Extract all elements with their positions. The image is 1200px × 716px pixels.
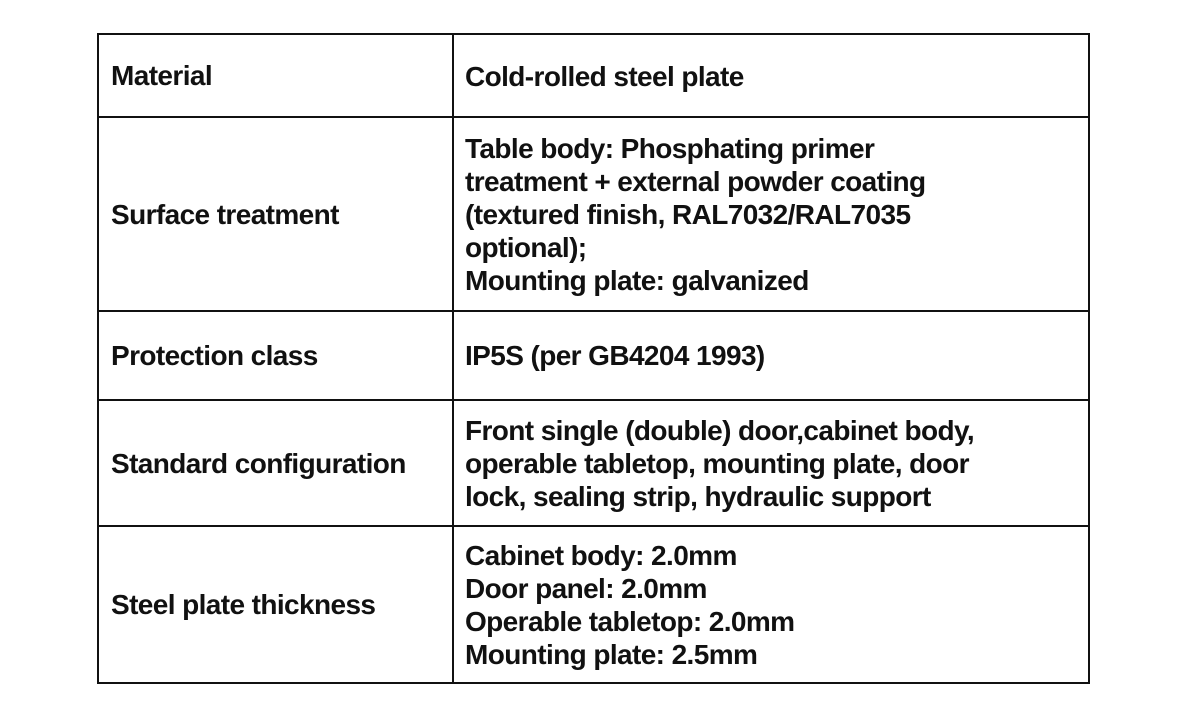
value-line: (textured finish, RAL7032/RAL7035: [465, 198, 911, 230]
value-line: Front single (double) door,cabinet body,: [465, 414, 975, 446]
row-label-protection-class: Protection class: [98, 311, 453, 400]
table-row-surface-treatment: [98, 117, 1089, 311]
value-line: Operable tabletop: 2.0mm: [465, 605, 795, 637]
row-label-steel-plate-thickness: Steel plate thickness: [98, 526, 453, 683]
value-line: lock, sealing strip, hydraulic support: [465, 480, 931, 512]
value-line: Table body: Phosphating primer: [465, 132, 875, 164]
row-label-material: Material: [98, 34, 453, 117]
row-value-surface-treatment: [453, 117, 1089, 311]
row-value-material: [453, 34, 1089, 117]
table-row-standard-configuration: [98, 400, 1089, 526]
value-line: treatment + external powder coating: [465, 165, 926, 197]
row-label-surface-treatment: Surface treatment: [98, 117, 453, 311]
row-value-standard-configuration: [453, 400, 1089, 526]
row-value-steel-plate-thickness: [453, 526, 1089, 683]
table-row-protection-class: [98, 311, 1089, 400]
value-line: Mounting plate: 2.5mm: [465, 638, 758, 670]
value-line: Cold-rolled steel plate: [465, 61, 744, 92]
specification-table: [97, 33, 1090, 684]
value-line: Door panel: 2.0mm: [465, 572, 707, 604]
row-label-standard-configuration: Standard configuration: [98, 400, 453, 526]
value-line: IP5S (per GB4204 1993): [465, 340, 765, 371]
row-value-protection-class: [453, 311, 1089, 400]
value-line: Mounting plate: galvanized: [465, 264, 809, 296]
value-line: operable tabletop, mounting plate, door: [465, 447, 969, 479]
table-row-material: [98, 34, 1089, 117]
table-row-steel-plate-thickness: [98, 526, 1089, 683]
value-line: Cabinet body: 2.0mm: [465, 539, 737, 571]
value-line: optional);: [465, 231, 587, 263]
